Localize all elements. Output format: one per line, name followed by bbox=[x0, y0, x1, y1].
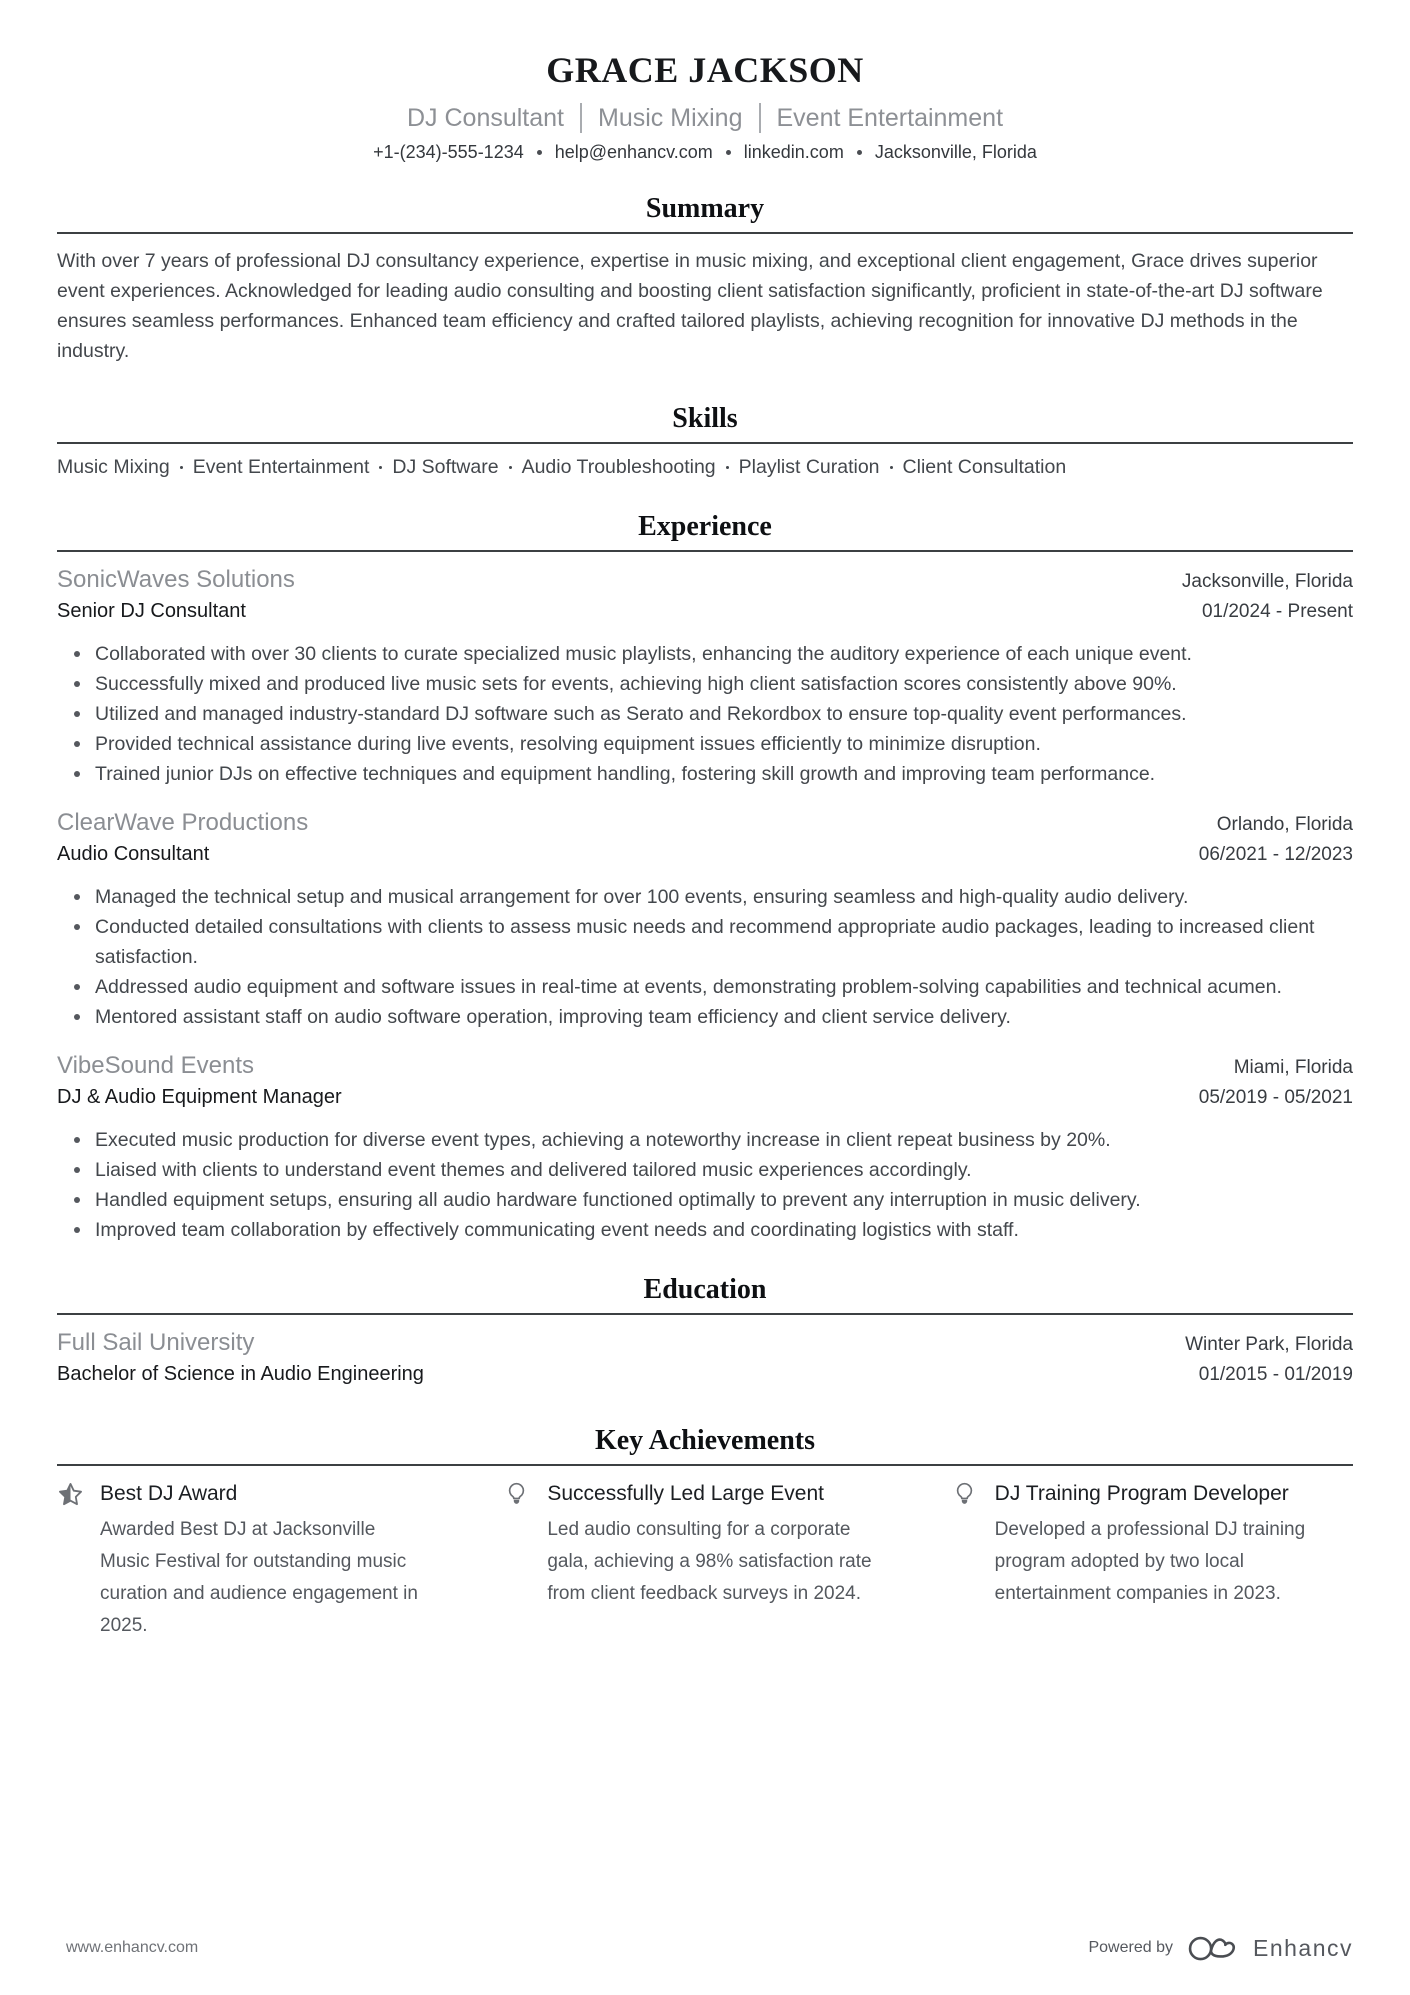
experience-entry bbox=[57, 564, 1353, 789]
powered-by bbox=[1088, 1931, 1353, 1965]
job-title: Audio Consultant bbox=[57, 843, 210, 865]
section-divider bbox=[57, 232, 1353, 234]
headline bbox=[57, 102, 1353, 134]
achievement-item bbox=[504, 1480, 905, 1642]
separator-middot bbox=[890, 466, 893, 469]
experience-section bbox=[57, 510, 1353, 1245]
bullet-item: Utilized and managed industry-standard DJ software such as Serato and Rekordbox to ensure top-quality event performances. bbox=[95, 699, 1353, 729]
achievement-title: DJ Training Program Developer bbox=[994, 1482, 1289, 1505]
separator-bar bbox=[759, 103, 761, 133]
company-location: Jacksonville, Florida bbox=[1181, 571, 1353, 592]
contact-location: Jacksonville, Florida bbox=[874, 142, 1037, 162]
job-dates: 06/2021 - 12/2023 bbox=[1198, 844, 1353, 865]
section-heading-achievements: Key Achievements bbox=[594, 1425, 816, 1456]
bullet-item: Trained junior DJs on effective techniques and equipment handling, fostering skill growth and improving team performance. bbox=[95, 759, 1353, 789]
skill-item: Event Entertainment bbox=[192, 456, 370, 478]
degree-dates: 01/2015 - 01/2019 bbox=[1198, 1364, 1353, 1385]
bullet-item: Handled equipment setups, ensuring all audio hardware functioned optimally to prevent any interruption in music delivery. bbox=[95, 1185, 1353, 1215]
email-link[interactable]: help@enhancv.com bbox=[554, 142, 713, 162]
company-name: SonicWaves Solutions bbox=[57, 566, 295, 593]
skill-item: DJ Software bbox=[392, 456, 499, 478]
achievement-title: Successfully Led Large Event bbox=[547, 1482, 824, 1505]
phone-number: +1-(234)-555-1234 bbox=[373, 142, 524, 162]
summary-section bbox=[57, 192, 1353, 366]
bullet-item: Executed music production for diverse event types, achieving a noteworthy increase in client repeat business by 20%. bbox=[95, 1125, 1353, 1155]
bullet-list bbox=[57, 639, 1353, 789]
experience-entry bbox=[57, 1050, 1353, 1245]
bullet-item: Liaised with clients to understand event themes and delivered tailored music experiences accordingly. bbox=[95, 1155, 1353, 1185]
achievement-description: Awarded Best DJ at Jacksonville Music Festival for outstanding music curation and audience engagement in 2025. bbox=[100, 1519, 418, 1636]
bullet-item: Improved team collaboration by effectively communicating event needs and coordinating logistics with staff. bbox=[95, 1215, 1353, 1245]
education-entry bbox=[57, 1327, 1353, 1388]
brand-name[interactable]: Enhancv bbox=[1252, 1934, 1353, 1961]
section-heading-experience: Experience bbox=[638, 511, 772, 542]
section-divider bbox=[57, 1464, 1353, 1466]
bullet-item: Provided technical assistance during live events, resolving equipment issues efficiently to minimize disruption. bbox=[95, 729, 1353, 759]
resume-header bbox=[57, 48, 1353, 164]
achievement-item bbox=[57, 1480, 458, 1642]
experience-entry bbox=[57, 807, 1353, 1032]
company-name: ClearWave Productions bbox=[57, 809, 309, 836]
bullet-item: Conducted detailed consultations with clients to assess music needs and recommend appropriate audio packages, leading to increased client satisfaction. bbox=[95, 912, 1353, 972]
section-heading-summary: Summary bbox=[645, 193, 765, 224]
bullet-item: Successfully mixed and produced live music sets for events, achieving high client satisfaction scores consistently above 90%. bbox=[95, 669, 1353, 699]
job-title: DJ & Audio Equipment Manager bbox=[57, 1086, 342, 1108]
skill-item: Music Mixing bbox=[57, 456, 170, 478]
bullet-item: Collaborated with over 30 clients to curate specialized music playlists, enhancing the auditory experience of each unique event. bbox=[95, 639, 1353, 669]
section-heading-skills: Skills bbox=[672, 403, 738, 434]
headline-item: DJ Consultant bbox=[406, 104, 565, 132]
site-url[interactable]: www.enhancv.com bbox=[66, 1939, 199, 1956]
job-title: Senior DJ Consultant bbox=[57, 600, 246, 622]
section-divider bbox=[57, 442, 1353, 444]
headline-item: Event Entertainment bbox=[776, 104, 1004, 132]
achievement-title: Best DJ Award bbox=[100, 1482, 238, 1505]
skills-section bbox=[57, 402, 1353, 480]
separator-dot bbox=[857, 150, 862, 155]
separator-middot bbox=[509, 466, 512, 469]
achievement-description: Developed a professional DJ training program adopted by two local entertainment companies in 2023. bbox=[994, 1519, 1306, 1604]
bullet-item: Mentored assistant staff on audio software operation, improving team efficiency and client service delivery. bbox=[95, 1002, 1353, 1032]
company-location: Miami, Florida bbox=[1233, 1057, 1353, 1078]
linkedin-link[interactable]: linkedin.com bbox=[743, 142, 844, 162]
bullet-item: Managed the technical setup and musical arrangement for over 100 events, ensuring seamless and high-quality audio delivery. bbox=[95, 882, 1353, 912]
company-location: Orlando, Florida bbox=[1216, 814, 1353, 835]
candidate-name: GRACE JACKSON bbox=[546, 50, 864, 90]
enhancv-logo-icon[interactable] bbox=[1187, 1931, 1239, 1965]
company-name: VibeSound Events bbox=[57, 1052, 255, 1079]
achievements-grid bbox=[57, 1480, 1353, 1642]
separator-middot bbox=[180, 466, 183, 469]
star-half-icon bbox=[57, 1480, 84, 1642]
separator-middot bbox=[726, 466, 729, 469]
lightbulb-icon bbox=[952, 1480, 979, 1642]
degree-title: Bachelor of Science in Audio Engineering bbox=[57, 1363, 424, 1385]
skill-item: Audio Troubleshooting bbox=[521, 456, 716, 478]
separator-dot bbox=[537, 150, 542, 155]
skill-item: Playlist Curation bbox=[738, 456, 880, 478]
bullet-list bbox=[57, 1125, 1353, 1245]
school-name: Full Sail University bbox=[57, 1329, 255, 1356]
separator-bar bbox=[580, 103, 582, 133]
separator-dot bbox=[726, 150, 731, 155]
achievements-section bbox=[57, 1424, 1353, 1642]
skills-list bbox=[57, 454, 1353, 480]
section-divider bbox=[57, 550, 1353, 552]
lightbulb-icon bbox=[504, 1480, 531, 1642]
school-location: Winter Park, Florida bbox=[1185, 1334, 1353, 1355]
bullet-item: Addressed audio equipment and software issues in real-time at events, demonstrating problem-solving capabilities and technical acumen. bbox=[95, 972, 1353, 1002]
achievement-item bbox=[952, 1480, 1353, 1642]
job-dates: 01/2024 - Present bbox=[1201, 601, 1353, 622]
section-heading-education: Education bbox=[643, 1274, 767, 1305]
separator-middot bbox=[379, 466, 382, 469]
bullet-list bbox=[57, 882, 1353, 1032]
contact-line bbox=[57, 140, 1353, 164]
powered-by-label: Powered by bbox=[1088, 1939, 1173, 1956]
section-divider bbox=[57, 1313, 1353, 1315]
education-section bbox=[57, 1273, 1353, 1388]
summary-text: With over 7 years of professional DJ consultancy experience, expertise in music mixing, and exceptional client engagement, Grace drives superior event experiences. Acknowledged for leading audio consulting and boosting client satisfaction significantly, proficient in state-of-the-art DJ software ensures seamless performances. Enhanced team efficiency and crafted tailored playlists, achieving recognition for innovative DJ methods in the industry. bbox=[57, 250, 1323, 362]
headline-item: Music Mixing bbox=[598, 104, 743, 132]
achievement-description: Led audio consulting for a corporate gala, achieving a 98% satisfaction rate from client feedback surveys in 2024. bbox=[547, 1519, 872, 1604]
skill-item: Client Consultation bbox=[902, 456, 1067, 478]
job-dates: 05/2019 - 05/2021 bbox=[1198, 1087, 1353, 1108]
